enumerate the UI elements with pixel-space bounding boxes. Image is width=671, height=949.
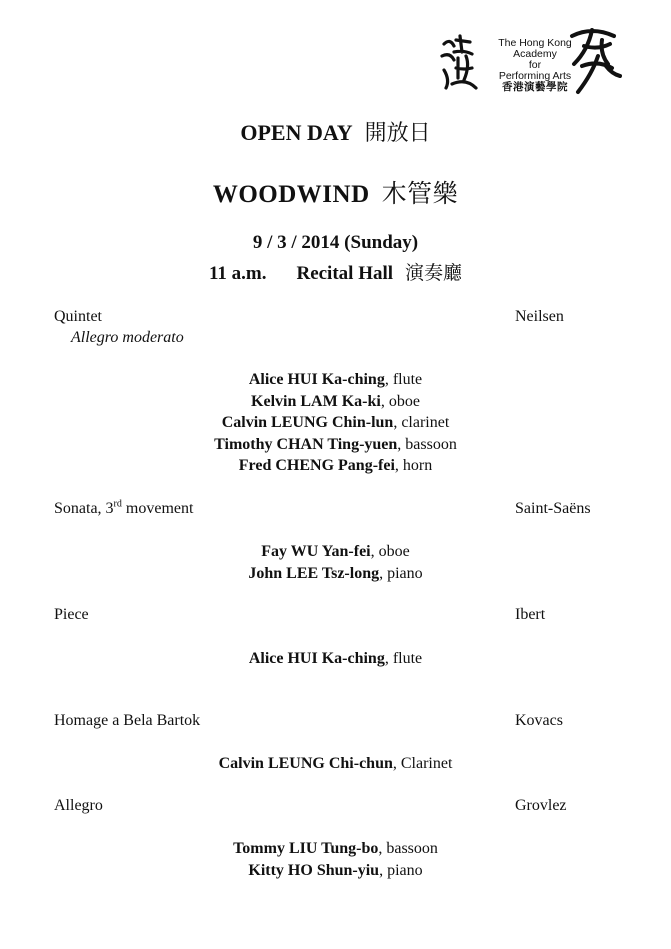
performer-name: Timothy CHAN Ting-yuen	[214, 435, 398, 453]
performers-list	[0, 838, 671, 881]
performer-line	[0, 391, 671, 413]
composer-name: Grovlez	[515, 797, 567, 814]
piece-title: Allegro	[54, 797, 103, 814]
piece-title: Quintet	[54, 308, 102, 325]
performer-instrument: , flute	[384, 371, 423, 388]
performers-list	[0, 541, 671, 584]
performer-line	[0, 753, 671, 775]
performer-instrument: , oboe	[370, 543, 410, 560]
academy-name-line3: Performing Arts	[498, 70, 572, 82]
performer-instrument: , piano	[379, 861, 423, 879]
open-day-en: OPEN DAY	[240, 120, 353, 145]
calligraphy-mark-left	[438, 34, 482, 94]
performer-instrument: , flute	[384, 650, 423, 667]
academy-logo	[438, 26, 638, 98]
performer-line	[0, 860, 671, 882]
event-time-venue	[0, 258, 671, 285]
venue-cn: 演奏廳	[405, 262, 463, 284]
open-day-heading	[0, 116, 671, 147]
performer-line	[0, 648, 671, 670]
performer-name: Fred CHENG Pang-fei	[238, 457, 395, 474]
woodwind-heading	[0, 174, 671, 210]
venue-en: Recital Hall	[296, 263, 394, 284]
composer-name: Neilsen	[515, 308, 564, 325]
performer-name: Alice HUI Ka-ching	[248, 650, 385, 667]
performer-name: Alice HUI Ka-ching	[248, 371, 385, 388]
woodwind-en: WOODWIND	[212, 181, 370, 208]
composer-name: Saint-Saëns	[515, 500, 591, 517]
performer-name: Tommy LIU Tung-bo	[233, 840, 379, 857]
performer-name: Calvin LEUNG Chin-lun	[221, 414, 394, 431]
movement-title: Allegro moderato	[71, 329, 184, 346]
piece-title: Homage a Bela Bartok	[54, 712, 201, 729]
performer-line	[0, 563, 671, 585]
performer-instrument: , clarinet	[393, 414, 450, 431]
performer-name: John LEE Tsz-long	[248, 564, 380, 582]
piece-title-suffix: movement	[121, 500, 194, 517]
performer-instrument: , horn	[394, 457, 433, 474]
performer-name: Fay WU Yan-fei	[261, 543, 371, 560]
performer-line	[0, 838, 671, 860]
event-date: 9 / 3 / 2014 (Sunday)	[252, 232, 419, 253]
piece-title: Piece	[54, 606, 89, 623]
performer-line	[0, 434, 671, 456]
performer-name: Calvin LEUNG Chi-chun	[218, 755, 393, 772]
performer-line	[0, 369, 671, 391]
performers-list	[0, 753, 671, 775]
open-day-cn: 開放日	[364, 121, 431, 146]
composer-name: Ibert	[515, 606, 546, 623]
performer-instrument: , piano	[379, 564, 423, 582]
performers-list	[0, 648, 671, 670]
piece-title-superscript: rd	[113, 498, 122, 510]
performer-name: Kitty HO Shun-yiu	[248, 861, 380, 879]
performer-instrument: , bassoon	[397, 435, 457, 453]
woodwind-cn: 木管樂	[381, 179, 459, 208]
piece-title	[54, 500, 193, 518]
performer-line	[0, 455, 671, 477]
performer-name: Kelvin LAM Ka-ki	[251, 392, 381, 410]
performer-line	[0, 541, 671, 563]
composer-name: Kovacs	[515, 712, 563, 729]
piece-title-prefix: Sonata, 3	[54, 500, 114, 517]
event-time: 11 a.m.	[208, 263, 267, 284]
calligraphy-mark-right	[562, 26, 628, 96]
performer-instrument: , bassoon	[378, 840, 438, 857]
performer-line	[0, 412, 671, 434]
performer-instrument: , oboe	[380, 392, 420, 410]
performer-instrument: , Clarinet	[392, 755, 453, 772]
academy-name-line2: for	[528, 59, 542, 71]
academy-name-line1: The Hong Kong Academy	[498, 37, 572, 60]
academy-name-chinese: 香港演藝學院	[502, 81, 568, 93]
performers-list	[0, 369, 671, 477]
